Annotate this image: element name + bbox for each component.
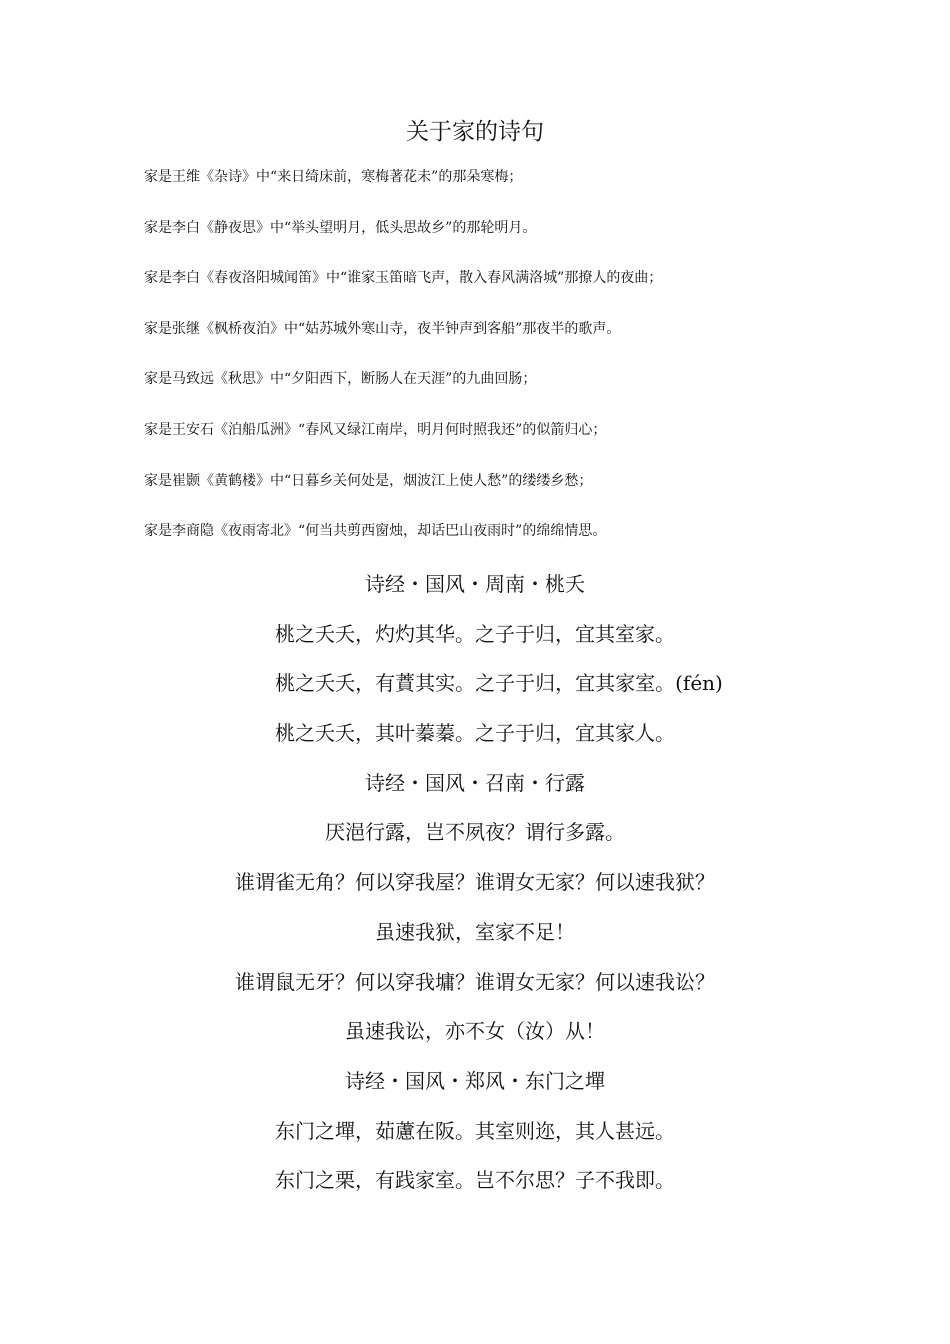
- poem-line: 桃之夭夭，灼灼其华。之子于归，宜其室家。: [275, 621, 675, 646]
- intro-line: 家是王安石《泊船瓜洲》“春风又绿江南岸，明月何时照我还”的似箭归心；: [144, 421, 607, 438]
- poem-line: 谁谓雀无角？何以穿我屋？谁谓女无家？何以速我狱？: [235, 870, 715, 895]
- intro-list: [144, 164, 924, 569]
- poem-line: 厌浥行露，岂不夙夜？谓行多露。: [325, 820, 625, 845]
- poem-block: [0, 566, 950, 1212]
- intro-line: 家是王维《杂诗》中“来日绮床前，寒梅著花未”的那朵寒梅；: [144, 169, 523, 185]
- page-title: 关于家的诗句: [406, 119, 544, 145]
- intro-line: 家是马致远《秋思》中“夕阳西下，断肠人在天涯”的九曲回肠；: [144, 371, 537, 388]
- poem-heading: 诗经・国风・周南・桃夭: [365, 572, 585, 596]
- poem-line: 桃之夭夭，其叶蓁蓁。之子于归，宜其家人。: [275, 721, 675, 746]
- poem-line: 虽速我狱，室家不足！: [375, 919, 575, 944]
- poem-line: 东门之栗，有践家室。岂不尔思？子不我即。: [275, 1168, 675, 1193]
- intro-line: 家是李白《静夜思》中“举头望明月，低头思故乡”的那轮明月。: [144, 219, 537, 236]
- intro-line: 家是李白《春夜洛阳城闻笛》中“谁家玉笛暗飞声，散入春风满洛城”那撩人的夜曲；: [144, 270, 663, 287]
- poem-heading: 诗经・国风・郑风・东门之墠: [345, 1068, 605, 1093]
- intro-line: 家是崔颢《黄鹤楼》中“日暮乡关何处是，烟波江上使人愁”的缕缕乡愁；: [144, 472, 593, 489]
- poem-heading: 诗经・国风・召南・行露: [365, 770, 585, 795]
- poem-line: 桃之夭夭，有蕡其实。之子于归，宜其家室。(fén): [275, 671, 723, 696]
- intro-line: 家是张继《枫桥夜泊》中“姑苏城外寒山寺，夜半钟声到客船”那夜半的歌声。: [144, 320, 621, 337]
- poem-line: 谁谓鼠无牙？何以穿我墉？谁谓女无家？何以速我讼？: [235, 969, 715, 994]
- poem-line: 虽速我讼，亦不女（汝）从！: [345, 1019, 605, 1044]
- poem-line: 东门之墠，茹藘在阪。其室则迩，其人甚远。: [275, 1118, 675, 1143]
- intro-line: 家是李商隐《夜雨寄北》“何当共剪西窗烛，却话巴山夜雨时”的绵绵情思。: [144, 523, 607, 540]
